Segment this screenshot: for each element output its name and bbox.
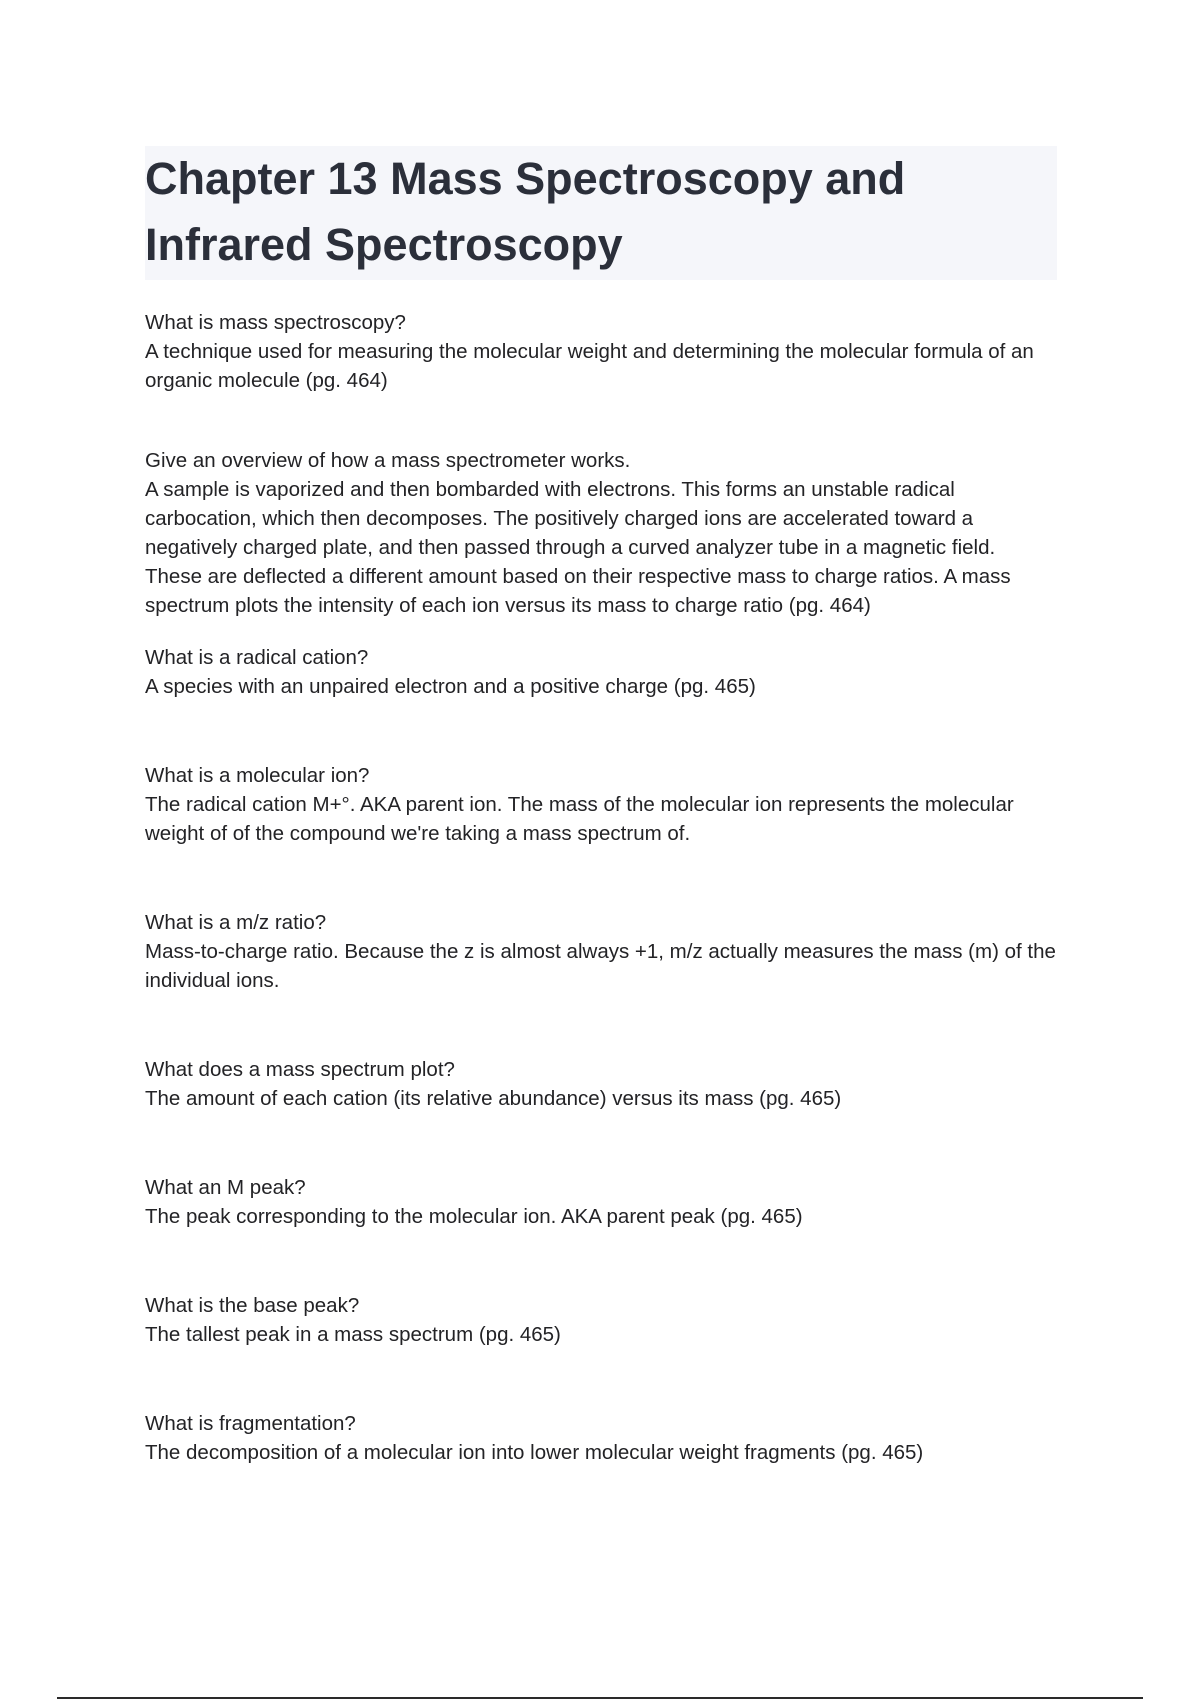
qa-item bbox=[145, 1409, 1057, 1467]
question-text: What is a m/z ratio? bbox=[145, 911, 327, 934]
answer-text: A technique used for measuring the molecular weight and determining the molecular formula of an organic molecule (pg. 464) bbox=[145, 340, 1034, 392]
answer-text: The radical cation M+°. AKA parent ion. The mass of the molecular ion represents the molecular weight of of the compound we're taking a mass spectrum of. bbox=[145, 793, 1014, 845]
question-text: What is mass spectroscopy? bbox=[145, 311, 406, 334]
question-text: Give an overview of how a mass spectrometer works. bbox=[145, 449, 631, 472]
qa-item bbox=[145, 908, 1057, 995]
qa-list bbox=[145, 308, 1057, 1467]
qa-item bbox=[145, 643, 1057, 701]
document-page bbox=[145, 146, 1057, 1467]
page-title: Chapter 13 Mass Spectroscopy and Infrared Spectroscopy bbox=[145, 153, 906, 270]
question-text: What does a mass spectrum plot? bbox=[145, 1058, 455, 1081]
question-text: What is fragmentation? bbox=[145, 1412, 356, 1435]
title-banner bbox=[145, 146, 1057, 280]
qa-item bbox=[145, 1173, 1057, 1231]
question-text: What an M peak? bbox=[145, 1176, 306, 1199]
qa-item bbox=[145, 1055, 1057, 1113]
question-text: What is a radical cation? bbox=[145, 646, 369, 669]
answer-text: A sample is vaporized and then bombarded with electrons. This forms an unstable radical carbocation, which then decomposes. The positively charged ions are accelerated toward a negatively charged plate, and then passed through a curved analyzer tube in a magnetic field. These are deflected a different amount based on their respective mass to charge ratios. A mass spectrum plots the intensity of each ion versus its mass to charge ratio (pg. 464) bbox=[145, 478, 1011, 617]
footer-divider bbox=[57, 1697, 1143, 1699]
answer-text: The tallest peak in a mass spectrum (pg. 465) bbox=[145, 1323, 561, 1346]
qa-item bbox=[145, 446, 1057, 620]
answer-text: The decomposition of a molecular ion into lower molecular weight fragments (pg. 465) bbox=[145, 1441, 924, 1464]
qa-item bbox=[145, 1291, 1057, 1349]
answer-text: Mass-to-charge ratio. Because the z is almost always +1, m/z actually measures the mass (m) of the individual ions. bbox=[145, 940, 1056, 992]
qa-item bbox=[145, 761, 1057, 848]
answer-text: The peak corresponding to the molecular ion. AKA parent peak (pg. 465) bbox=[145, 1205, 803, 1228]
answer-text: A species with an unpaired electron and a positive charge (pg. 465) bbox=[145, 675, 756, 698]
question-text: What is a molecular ion? bbox=[145, 764, 370, 787]
question-text: What is the base peak? bbox=[145, 1294, 360, 1317]
qa-item bbox=[145, 308, 1057, 395]
answer-text: The amount of each cation (its relative abundance) versus its mass (pg. 465) bbox=[145, 1087, 842, 1110]
